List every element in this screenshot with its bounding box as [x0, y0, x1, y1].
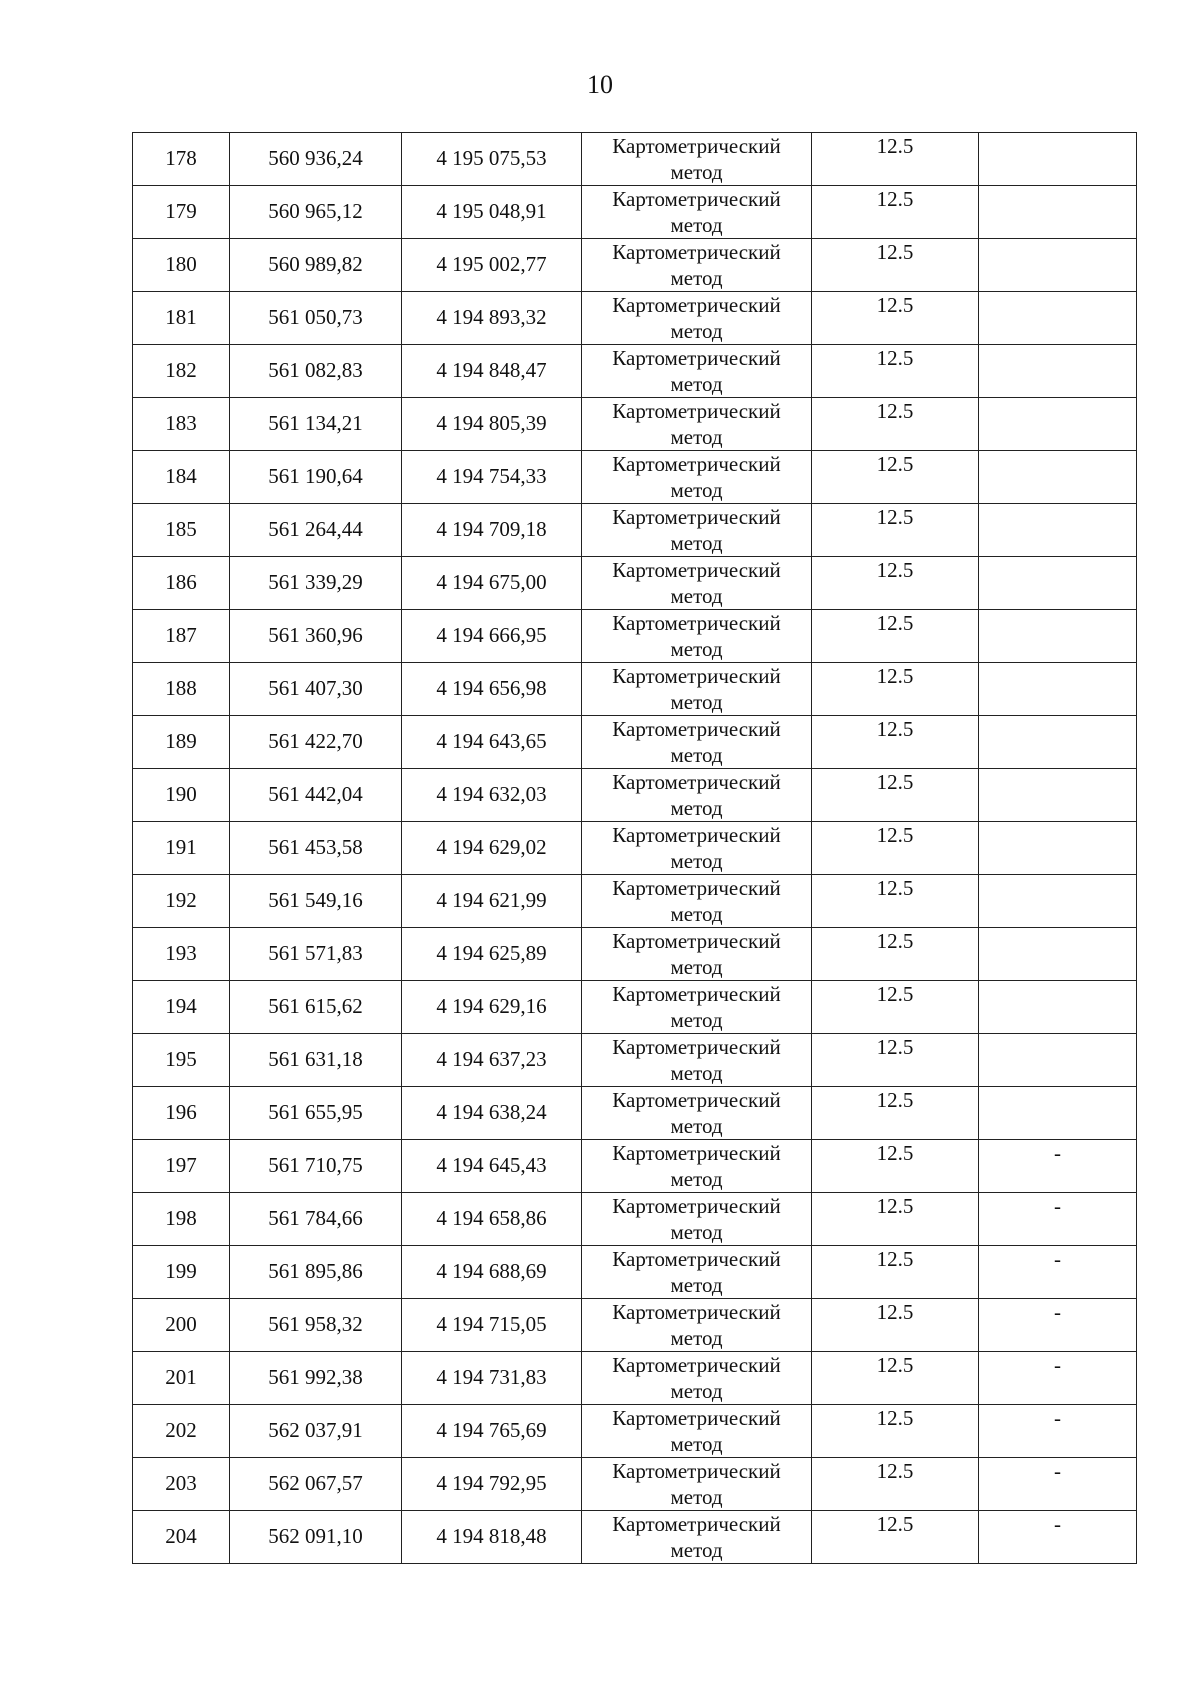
- accuracy-cell: 12.5: [812, 875, 979, 928]
- x-coordinate-cell: 560 965,12: [230, 186, 402, 239]
- method-line-2: метод: [670, 1538, 723, 1562]
- method-line-2: метод: [670, 796, 723, 820]
- y-coordinate-cell: 4 194 792,95: [402, 1458, 582, 1511]
- point-number-cell: 204: [133, 1511, 230, 1564]
- point-number-cell: 201: [133, 1352, 230, 1405]
- x-coordinate-cell: 561 615,62: [230, 981, 402, 1034]
- point-number-cell: 200: [133, 1299, 230, 1352]
- point-number-cell: 194: [133, 981, 230, 1034]
- method-line-1: Картометрический: [612, 1247, 781, 1271]
- y-coordinate-cell: 4 195 075,53: [402, 133, 582, 186]
- accuracy-cell: 12.5: [812, 1193, 979, 1246]
- description-cell: [979, 663, 1137, 716]
- table-row: [133, 1299, 1137, 1352]
- x-coordinate-cell: 561 339,29: [230, 557, 402, 610]
- description-cell: -: [979, 1458, 1137, 1511]
- point-number-cell: 182: [133, 345, 230, 398]
- point-number-cell: 198: [133, 1193, 230, 1246]
- x-coordinate-cell: 561 958,32: [230, 1299, 402, 1352]
- description-cell: [979, 239, 1137, 292]
- x-coordinate-cell: 561 442,04: [230, 769, 402, 822]
- point-number-cell: 181: [133, 292, 230, 345]
- accuracy-cell: 12.5: [812, 1140, 979, 1193]
- point-number-cell: 180: [133, 239, 230, 292]
- description-cell: [979, 133, 1137, 186]
- method-line-1: Картометрический: [612, 1406, 781, 1430]
- point-number-cell: 195: [133, 1034, 230, 1087]
- y-coordinate-cell: 4 194 621,99: [402, 875, 582, 928]
- method-line-2: метод: [670, 531, 723, 555]
- method-cell: [582, 1405, 812, 1458]
- description-cell: -: [979, 1299, 1137, 1352]
- description-cell: [979, 292, 1137, 345]
- method-line-1: Картометрический: [612, 452, 781, 476]
- method-cell: [582, 769, 812, 822]
- point-number-cell: 203: [133, 1458, 230, 1511]
- point-number-cell: 191: [133, 822, 230, 875]
- coordinates-table: [132, 132, 1137, 1564]
- description-cell: -: [979, 1511, 1137, 1564]
- method-cell: [582, 822, 812, 875]
- y-coordinate-cell: 4 194 629,16: [402, 981, 582, 1034]
- x-coordinate-cell: 561 264,44: [230, 504, 402, 557]
- y-coordinate-cell: 4 194 805,39: [402, 398, 582, 451]
- x-coordinate-cell: 561 895,86: [230, 1246, 402, 1299]
- y-coordinate-cell: 4 194 645,43: [402, 1140, 582, 1193]
- method-cell: [582, 1511, 812, 1564]
- method-line-1: Картометрический: [612, 187, 781, 211]
- table-row: [133, 610, 1137, 663]
- accuracy-cell: 12.5: [812, 504, 979, 557]
- description-cell: [979, 557, 1137, 610]
- method-line-2: метод: [670, 1326, 723, 1350]
- x-coordinate-cell: 561 655,95: [230, 1087, 402, 1140]
- page-number: 10: [587, 70, 613, 99]
- method-line-1: Картометрический: [612, 1141, 781, 1165]
- description-cell: [979, 1034, 1137, 1087]
- accuracy-cell: 12.5: [812, 557, 979, 610]
- method-cell: [582, 875, 812, 928]
- x-coordinate-cell: 562 037,91: [230, 1405, 402, 1458]
- method-line-1: Картометрический: [612, 1194, 781, 1218]
- y-coordinate-cell: 4 194 643,65: [402, 716, 582, 769]
- method-line-2: метод: [670, 637, 723, 661]
- accuracy-cell: 12.5: [812, 345, 979, 398]
- table-row: [133, 133, 1137, 186]
- y-coordinate-cell: 4 194 656,98: [402, 663, 582, 716]
- method-line-1: Картометрический: [612, 505, 781, 529]
- x-coordinate-cell: 561 190,64: [230, 451, 402, 504]
- accuracy-cell: 12.5: [812, 186, 979, 239]
- method-line-2: метод: [670, 849, 723, 873]
- point-number-cell: 187: [133, 610, 230, 663]
- method-line-2: метод: [670, 372, 723, 396]
- x-coordinate-cell: 561 631,18: [230, 1034, 402, 1087]
- description-cell: -: [979, 1352, 1137, 1405]
- point-number-cell: 199: [133, 1246, 230, 1299]
- accuracy-cell: 12.5: [812, 292, 979, 345]
- method-line-1: Картометрический: [612, 399, 781, 423]
- method-line-2: метод: [670, 266, 723, 290]
- point-number-cell: 197: [133, 1140, 230, 1193]
- method-line-2: метод: [670, 1273, 723, 1297]
- y-coordinate-cell: 4 194 675,00: [402, 557, 582, 610]
- method-cell: [582, 345, 812, 398]
- method-line-2: метод: [670, 1061, 723, 1085]
- y-coordinate-cell: 4 194 715,05: [402, 1299, 582, 1352]
- x-coordinate-cell: 561 992,38: [230, 1352, 402, 1405]
- method-cell: [582, 1087, 812, 1140]
- x-coordinate-cell: 561 571,83: [230, 928, 402, 981]
- x-coordinate-cell: 562 091,10: [230, 1511, 402, 1564]
- table-row: [133, 822, 1137, 875]
- table-row: [133, 1087, 1137, 1140]
- point-number-cell: 179: [133, 186, 230, 239]
- point-number-cell: 186: [133, 557, 230, 610]
- method-cell: [582, 1193, 812, 1246]
- method-line-1: Картометрический: [612, 929, 781, 953]
- method-cell: [582, 504, 812, 557]
- table-row: [133, 1246, 1137, 1299]
- accuracy-cell: 12.5: [812, 610, 979, 663]
- accuracy-cell: 12.5: [812, 1511, 979, 1564]
- method-cell: [582, 133, 812, 186]
- method-line-1: Картометрический: [612, 1459, 781, 1483]
- method-cell: [582, 1140, 812, 1193]
- x-coordinate-cell: 560 989,82: [230, 239, 402, 292]
- table-row: [133, 1193, 1137, 1246]
- description-cell: [979, 451, 1137, 504]
- y-coordinate-cell: 4 194 754,33: [402, 451, 582, 504]
- y-coordinate-cell: 4 195 002,77: [402, 239, 582, 292]
- y-coordinate-cell: 4 194 625,89: [402, 928, 582, 981]
- description-cell: [979, 981, 1137, 1034]
- description-cell: -: [979, 1140, 1137, 1193]
- y-coordinate-cell: 4 194 666,95: [402, 610, 582, 663]
- x-coordinate-cell: 561 549,16: [230, 875, 402, 928]
- x-coordinate-cell: 561 082,83: [230, 345, 402, 398]
- method-line-2: метод: [670, 1379, 723, 1403]
- method-cell: [582, 1299, 812, 1352]
- table-row: [133, 1140, 1137, 1193]
- description-cell: [979, 769, 1137, 822]
- method-cell: [582, 928, 812, 981]
- accuracy-cell: 12.5: [812, 928, 979, 981]
- method-line-1: Картометрический: [612, 1300, 781, 1324]
- x-coordinate-cell: 561 422,70: [230, 716, 402, 769]
- description-cell: [979, 398, 1137, 451]
- method-cell: [582, 716, 812, 769]
- method-cell: [582, 663, 812, 716]
- y-coordinate-cell: 4 194 658,86: [402, 1193, 582, 1246]
- accuracy-cell: 12.5: [812, 1087, 979, 1140]
- table-row: [133, 504, 1137, 557]
- method-cell: [582, 451, 812, 504]
- accuracy-cell: 12.5: [812, 451, 979, 504]
- y-coordinate-cell: 4 194 709,18: [402, 504, 582, 557]
- y-coordinate-cell: 4 194 632,03: [402, 769, 582, 822]
- table-row: [133, 1511, 1137, 1564]
- table-row: [133, 981, 1137, 1034]
- description-cell: [979, 345, 1137, 398]
- y-coordinate-cell: 4 194 765,69: [402, 1405, 582, 1458]
- table-row: [133, 1352, 1137, 1405]
- x-coordinate-cell: 561 784,66: [230, 1193, 402, 1246]
- x-coordinate-cell: 562 067,57: [230, 1458, 402, 1511]
- method-line-2: метод: [670, 425, 723, 449]
- method-line-1: Картометрический: [612, 611, 781, 635]
- y-coordinate-cell: 4 194 893,32: [402, 292, 582, 345]
- table-row: [133, 663, 1137, 716]
- table-row: [133, 239, 1137, 292]
- method-line-2: метод: [670, 160, 723, 184]
- description-cell: [979, 1087, 1137, 1140]
- method-cell: [582, 1352, 812, 1405]
- description-cell: -: [979, 1193, 1137, 1246]
- method-cell: [582, 398, 812, 451]
- point-number-cell: 193: [133, 928, 230, 981]
- point-number-cell: 178: [133, 133, 230, 186]
- table-row: [133, 1405, 1137, 1458]
- method-line-1: Картометрический: [612, 1088, 781, 1112]
- point-number-cell: 184: [133, 451, 230, 504]
- accuracy-cell: 12.5: [812, 1246, 979, 1299]
- x-coordinate-cell: 560 936,24: [230, 133, 402, 186]
- point-number-cell: 190: [133, 769, 230, 822]
- method-line-2: метод: [670, 213, 723, 237]
- method-line-1: Картометрический: [612, 717, 781, 741]
- table-row: [133, 769, 1137, 822]
- point-number-cell: 192: [133, 875, 230, 928]
- table-row: [133, 716, 1137, 769]
- table-row: [133, 875, 1137, 928]
- method-line-1: Картометрический: [612, 770, 781, 794]
- method-line-1: Картометрический: [612, 134, 781, 158]
- method-cell: [582, 186, 812, 239]
- y-coordinate-cell: 4 194 688,69: [402, 1246, 582, 1299]
- method-line-2: метод: [670, 584, 723, 608]
- table-row: [133, 292, 1137, 345]
- accuracy-cell: 12.5: [812, 1299, 979, 1352]
- method-line-1: Картометрический: [612, 1512, 781, 1536]
- method-line-1: Картометрический: [612, 558, 781, 582]
- table-row: [133, 1458, 1137, 1511]
- method-line-1: Картометрический: [612, 1035, 781, 1059]
- description-cell: [979, 716, 1137, 769]
- point-number-cell: 202: [133, 1405, 230, 1458]
- description-cell: [979, 875, 1137, 928]
- table-row: [133, 398, 1137, 451]
- description-cell: [979, 822, 1137, 875]
- x-coordinate-cell: 561 453,58: [230, 822, 402, 875]
- x-coordinate-cell: 561 360,96: [230, 610, 402, 663]
- method-line-1: Картометрический: [612, 293, 781, 317]
- x-coordinate-cell: 561 134,21: [230, 398, 402, 451]
- accuracy-cell: 12.5: [812, 1405, 979, 1458]
- accuracy-cell: 12.5: [812, 822, 979, 875]
- method-cell: [582, 981, 812, 1034]
- y-coordinate-cell: 4 194 638,24: [402, 1087, 582, 1140]
- method-line-2: метод: [670, 478, 723, 502]
- method-line-2: метод: [670, 955, 723, 979]
- accuracy-cell: 12.5: [812, 981, 979, 1034]
- accuracy-cell: 12.5: [812, 239, 979, 292]
- point-number-cell: 196: [133, 1087, 230, 1140]
- method-line-2: метод: [670, 1485, 723, 1509]
- accuracy-cell: 12.5: [812, 1458, 979, 1511]
- table-row: [133, 451, 1137, 504]
- table-row: [133, 186, 1137, 239]
- point-number-cell: 185: [133, 504, 230, 557]
- description-cell: [979, 186, 1137, 239]
- coordinates-table-body: [133, 133, 1137, 1564]
- description-cell: [979, 928, 1137, 981]
- y-coordinate-cell: 4 194 637,23: [402, 1034, 582, 1087]
- method-line-1: Картометрический: [612, 664, 781, 688]
- point-number-cell: 188: [133, 663, 230, 716]
- y-coordinate-cell: 4 194 848,47: [402, 345, 582, 398]
- method-cell: [582, 610, 812, 663]
- method-line-2: метод: [670, 1114, 723, 1138]
- point-number-cell: 189: [133, 716, 230, 769]
- table-row: [133, 1034, 1137, 1087]
- accuracy-cell: 12.5: [812, 769, 979, 822]
- method-cell: [582, 1246, 812, 1299]
- method-line-2: метод: [670, 1220, 723, 1244]
- method-cell: [582, 239, 812, 292]
- method-line-1: Картометрический: [612, 1353, 781, 1377]
- method-cell: [582, 557, 812, 610]
- x-coordinate-cell: 561 050,73: [230, 292, 402, 345]
- method-line-2: метод: [670, 1008, 723, 1032]
- method-line-2: метод: [670, 743, 723, 767]
- table-row: [133, 557, 1137, 610]
- y-coordinate-cell: 4 195 048,91: [402, 186, 582, 239]
- y-coordinate-cell: 4 194 731,83: [402, 1352, 582, 1405]
- method-cell: [582, 292, 812, 345]
- method-line-2: метод: [670, 1167, 723, 1191]
- method-line-2: метод: [670, 319, 723, 343]
- method-cell: [582, 1034, 812, 1087]
- method-line-1: Картометрический: [612, 982, 781, 1006]
- method-line-1: Картометрический: [612, 876, 781, 900]
- accuracy-cell: 12.5: [812, 716, 979, 769]
- accuracy-cell: 12.5: [812, 1352, 979, 1405]
- y-coordinate-cell: 4 194 629,02: [402, 822, 582, 875]
- accuracy-cell: 12.5: [812, 398, 979, 451]
- description-cell: [979, 504, 1137, 557]
- x-coordinate-cell: 561 407,30: [230, 663, 402, 716]
- method-line-1: Картометрический: [612, 823, 781, 847]
- method-line-2: метод: [670, 690, 723, 714]
- description-cell: -: [979, 1405, 1137, 1458]
- method-line-2: метод: [670, 1432, 723, 1456]
- description-cell: [979, 610, 1137, 663]
- method-line-1: Картометрический: [612, 346, 781, 370]
- accuracy-cell: 12.5: [812, 1034, 979, 1087]
- y-coordinate-cell: 4 194 818,48: [402, 1511, 582, 1564]
- x-coordinate-cell: 561 710,75: [230, 1140, 402, 1193]
- table-row: [133, 928, 1137, 981]
- method-line-1: Картометрический: [612, 240, 781, 264]
- description-cell: -: [979, 1246, 1137, 1299]
- point-number-cell: 183: [133, 398, 230, 451]
- accuracy-cell: 12.5: [812, 663, 979, 716]
- method-line-2: метод: [670, 902, 723, 926]
- accuracy-cell: 12.5: [812, 133, 979, 186]
- method-cell: [582, 1458, 812, 1511]
- table-row: [133, 345, 1137, 398]
